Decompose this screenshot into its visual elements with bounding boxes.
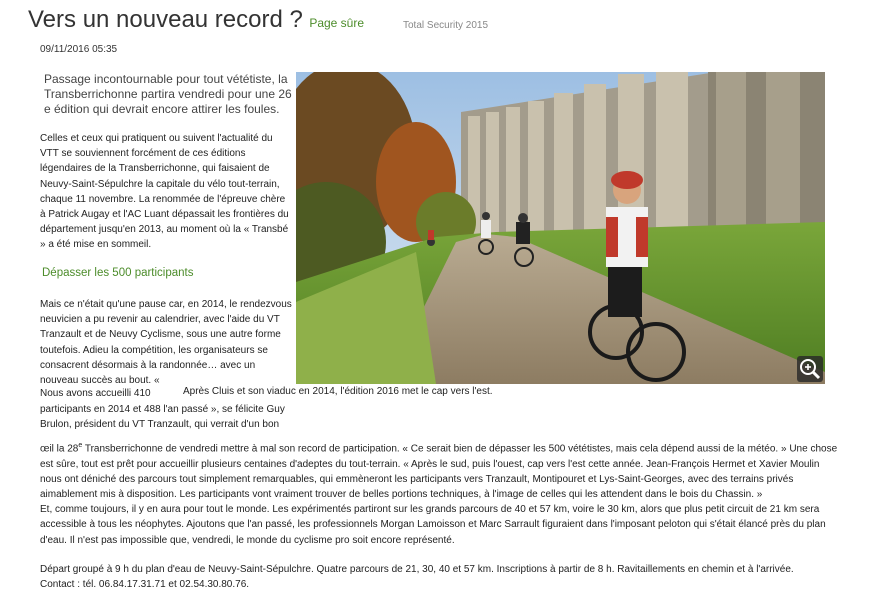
magnifier-plus-icon[interactable] (797, 356, 823, 382)
paragraph-3 (40, 438, 840, 502)
paragraph-2-continued: Nous avons accueilli 410 (40, 388, 151, 399)
article-header (28, 6, 364, 34)
article-lead: Passage incontournable pour tout vététiste, la Transberrichonne partira vendredi pour une 26 e édition qui devrait encore attirer les foules. (44, 72, 292, 116)
paragraph-5: Départ groupé à 9 h du plan d'eau de Neuvy-Saint-Sépulchre. Quatre parcours de 21, 30, 40 et 57 km. Inscriptions à partir de 8 h. Ravitaillements en chemin et à l'arrivée. (40, 563, 794, 575)
subheading: Dépasser les 500 participants (42, 267, 194, 279)
paragraph-2-end: participants en 2014 et 488 l'an passé », se félicite Guy Brulon, président du VT Tranzault, qui verrait d'un bon (40, 404, 285, 431)
publish-date: 09/11/2016 05:35 (40, 44, 118, 55)
article-photo[interactable] (296, 72, 825, 384)
cyclists-viaduct-image (296, 72, 825, 384)
paragraph-2: Mais ce n'était qu'une pause car, en 2014, le rendezvous neuvicien a pu revenir au calendrier, avec l'aide du VT Tranzault et de Neuvy Cyclisme, sous une autre forme toutefois. Adieu la compétition, les organisateurs se consacrent désormais à la randonnée… avec un nouveau succès au bout. « (40, 299, 292, 387)
paragraph-3-start: œil la 28 (40, 443, 79, 455)
paragraph-3-text: Transberrichonne de vendredi mettre à mal son record de participation. « Ce serait bien de dépasser les 500 vététistes, mais cela dépend aussi de la météo. » Une chose est sûre, tout est prêt pour accueillir plusieurs centaines d'adeptes du tout-terrain. « Après le sud, puis l'ouest, cap vers l'est cette année. Jean-François Hermet et Xavier Moulin nous ont déniché des parcours tout simplement remarquables, qui emmèneront les participants vers Tranzault, Montipouret et Lys-Saint-Georges, avec des terrains privés aimablement mis à disposition. Les participants vont vraiment trouver de belles portions techniques, à l'image de celles qui les attendent dans le bois du Chassin. » (40, 443, 838, 500)
article-body (40, 438, 840, 592)
contact-line: Contact : tél. 06.84.17.31.71 et 02.54.30.80.76. (40, 578, 250, 590)
paragraph-4: Et, comme toujours, il y en aura pour tout le monde. Les expérimentés partiront sur les grands parcours de 40 et 57 km, voire le 30 km, alors que plus petit circuit de 21 km sera accessible à tous les néophytes. Ajoutons que l'an passé, les professionnels Morgan Lamoisson et Marc Sarrault figuraient dans l'imposant peloton qui s'était élancé près du plan d'eau. Il n'est pas impossible que, vendredi, le monde du cyclisme pro soit encore représenté. (40, 504, 826, 546)
photo-caption: Après Cluis et son viaduc en 2014, l'édition 2016 met le cap vers l'est. (183, 386, 493, 397)
ordinal-suffix: e (78, 442, 83, 449)
page-title: Vers un nouveau record ? (28, 6, 303, 33)
security-brand: Total Security 2015 (403, 20, 489, 31)
paragraph-1: Celles et ceux qui pratiquent ou suivent l'actualité du VTT se souviennent forcément de ces éditions légendaires de la Transberrichonne, qui faisaient de Neuvy-Saint-Sépulchre la capitale du vélo tout-terrain, chaque 11 novembre. La renommée de l'épreuve chère à Patrick Augay et l'AC Luant dépassait les frontières du département jusqu'en 2013, au moment où la « Transbé » a été mise en sommeil. (40, 133, 289, 251)
safe-page-link[interactable]: Page sûre (309, 16, 365, 30)
